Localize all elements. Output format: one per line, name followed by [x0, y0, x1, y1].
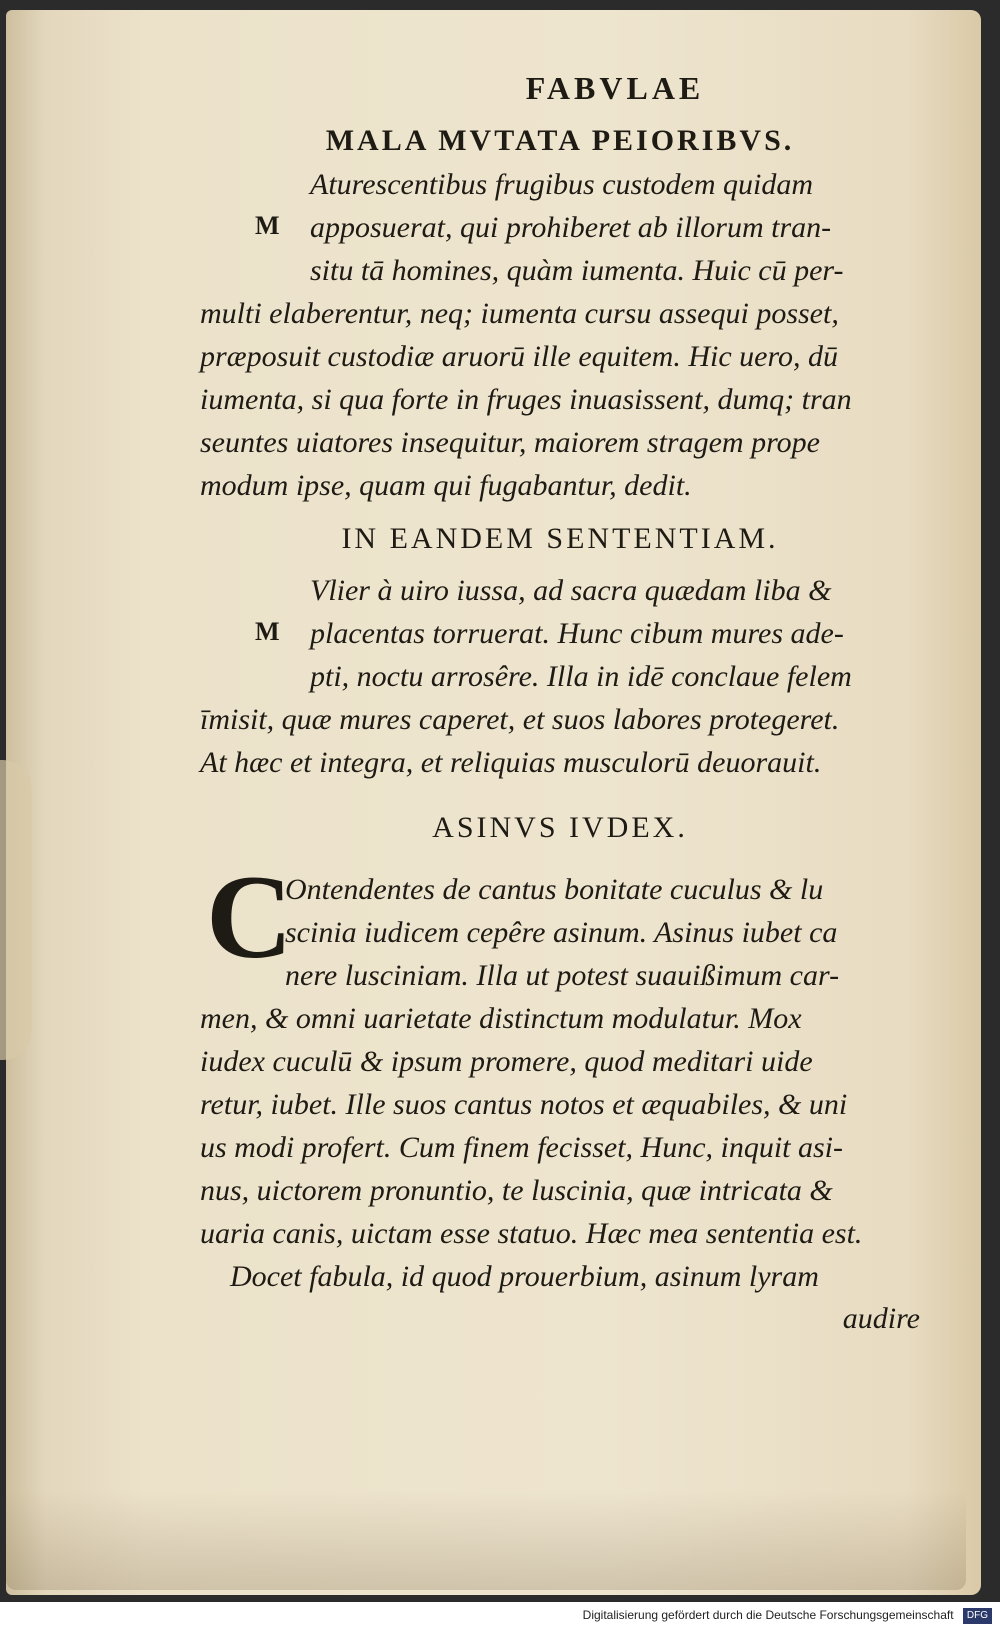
fable1-title: MALA MVTATA PEIORIBVS. — [325, 124, 795, 157]
fable3-title: ASINVS IVDEX. — [432, 811, 688, 844]
text-line: Vlier à uiro iussa, ad sacra quædam liba & — [310, 574, 832, 607]
fable1 — [200, 163, 920, 507]
text-line: uaria canis, uictam esse statuo. Hæc mea sententia est. — [200, 1217, 863, 1250]
fable1-initial: M — [255, 211, 280, 240]
text-line: seuntes uiatores insequitur, maiorem stragem prope — [200, 426, 820, 459]
text-line: iumenta, si qua forte in fruges inuasissent, dumq; tran — [200, 383, 852, 416]
text-line: Docet fabula, id quod prouerbium, asinum lyram — [230, 1260, 819, 1293]
fable2-title: IN EANDEM SENTENTIAM. — [341, 522, 779, 555]
text-line: us modi profert. Cum finem fecisset, Hunc, inquit asi- — [200, 1131, 844, 1164]
text-line: apposuerat, qui prohiberet ab illorum tran- — [310, 211, 832, 244]
fable3-text — [200, 868, 920, 1298]
page-bottom-edge — [6, 1490, 966, 1590]
text-line: multi elaberentur, neq; iumenta cursu assequi posset, — [200, 297, 839, 330]
fable2 — [200, 569, 920, 784]
text-line: iudex cuculū & ipsum promere, quod meditari uide — [200, 1045, 813, 1078]
text-line: Aturescentibus frugibus custodem quidam — [310, 168, 814, 201]
text-line: pti, noctu arrosêre. Illa in idē conclaue felem — [310, 660, 852, 693]
fable3-dropcap: C — [206, 850, 293, 983]
fable2-initial: M — [255, 617, 280, 646]
running-head: FABVLAE — [525, 70, 705, 106]
text-line: At hæc et integra, et reliquias musculorū deuorauit. — [200, 746, 822, 779]
text-block — [200, 70, 920, 1342]
page-edge-tab — [0, 760, 32, 1060]
text-line: Ontendentes de cantus bonitate cuculus & lu — [285, 873, 824, 906]
digitization-footer — [0, 1602, 1000, 1628]
fable3 — [200, 850, 920, 1336]
fable1-text — [200, 163, 920, 507]
text-line: men, & omni uarietate distinctum modulatur. Mox — [200, 1002, 802, 1035]
text-line: nus, uictorem pronuntio, te luscinia, quæ intricata & — [200, 1174, 833, 1207]
text-line: scinia iudicem cepêre asinum. Asinus iubet ca — [285, 916, 838, 949]
fable2-text — [200, 569, 920, 784]
catchword: audire — [842, 1302, 920, 1335]
text-line: situ tā homines, quàm iumenta. Huic cū per- — [310, 254, 844, 287]
dfg-logo: DFG — [963, 1608, 992, 1624]
text-line: īmisit, quæ mures caperet, et suos labores protegeret. — [200, 703, 840, 736]
footer-text: Digitalisierung gefördert durch die Deutsche Forschungsgemeinschaft — [582, 1608, 954, 1622]
text-line: placentas torruerat. Hunc cibum mures ade- — [310, 617, 844, 650]
text-line: præposuit custodiæ aruorū ille equitem. Hic uero, dū — [200, 340, 839, 373]
text-line: modum ipse, quam qui fugabantur, dedit. — [200, 469, 692, 502]
text-line: retur, iubet. Ille suos cantus notos et æquabiles, & uni — [200, 1088, 848, 1121]
text-line: nere lusciniam. Illa ut potest suauißimum car- — [285, 959, 840, 992]
